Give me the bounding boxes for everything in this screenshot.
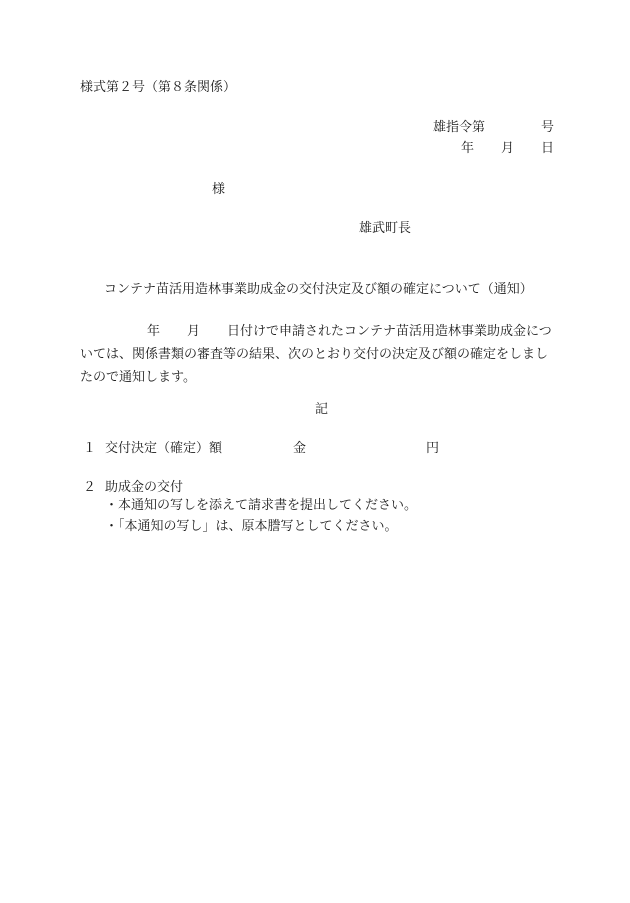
amount-suffix: 円 bbox=[426, 441, 440, 456]
item-2-label: 助成金の交付 bbox=[105, 480, 184, 495]
item-2-note-2: ・「本通知の写し」は、原本謄写としてください。 bbox=[105, 519, 398, 534]
body-text: 日付けで申請されたコンテナ苗活用造林事業助成金については、関係書類の審査等の結果、次のとおり交付の決定及び額の確定をしましたので通知します。 bbox=[80, 324, 552, 385]
body-year-label: 年 bbox=[147, 324, 161, 339]
doc-number-suffix: 号 bbox=[541, 120, 555, 135]
item-1-label: 交付決定（確定）額 bbox=[105, 441, 223, 456]
ki-heading: 記 bbox=[315, 402, 329, 417]
addressee-suffix: 様 bbox=[212, 182, 226, 197]
item-1-number: １ bbox=[83, 441, 97, 456]
item-2-note-1: ・本通知の写しを添えて請求書を提出してください。 bbox=[105, 498, 418, 513]
issuer-name: 雄武町長 bbox=[359, 221, 412, 236]
body-month-label: 月 bbox=[187, 324, 201, 339]
form-number: 様式第２号（第８条関係） bbox=[80, 80, 237, 95]
amount-prefix: 金 bbox=[293, 441, 307, 456]
issue-day-label: 日 bbox=[541, 141, 555, 156]
notice-title: コンテナ苗活用造林事業助成金の交付決定及び額の確定について（通知） bbox=[104, 282, 533, 297]
item-2-number: ２ bbox=[83, 480, 97, 495]
issue-year-label: 年 bbox=[461, 141, 475, 156]
notice-body bbox=[80, 320, 554, 389]
issue-month-label: 月 bbox=[501, 141, 515, 156]
doc-number-prefix: 雄指令第 bbox=[433, 120, 486, 135]
